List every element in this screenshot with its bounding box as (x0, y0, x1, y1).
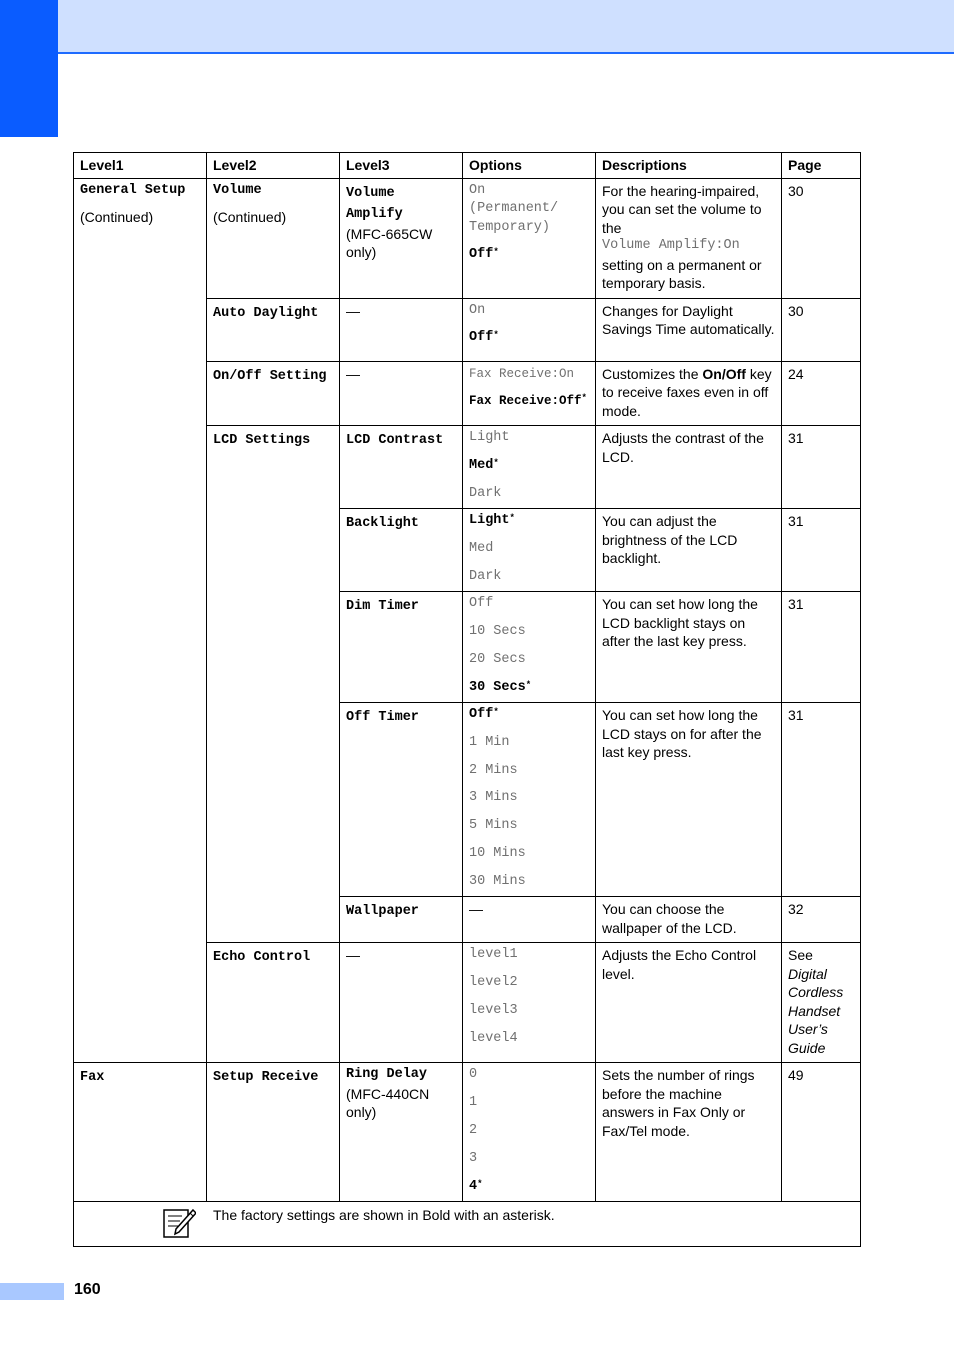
note-row (74, 1202, 861, 1247)
chapter-tab (0, 0, 58, 137)
page-cell: 24 (782, 361, 861, 426)
option-item: 3 (469, 1150, 478, 1166)
level3-cell: — (340, 298, 463, 361)
option-item-default (469, 679, 589, 698)
level3-label: Ring Delay (346, 1067, 428, 1083)
description-mono: Volume Amplify:On (602, 238, 740, 253)
option-label: 4 (469, 1178, 478, 1194)
options-cell (463, 509, 596, 592)
default-marker: * (493, 707, 499, 718)
description-cell: Sets the number of rings before the machine answers in Fax Only or Fax/Tel mode. (596, 1063, 782, 1202)
table-row (74, 178, 861, 298)
col-header: Options (463, 153, 596, 179)
page-cell: 32 (782, 897, 861, 943)
level3-cell (340, 1063, 463, 1202)
options-cell (463, 703, 596, 897)
level3-cell (340, 426, 463, 509)
description-cell: You can set how long the LCD backlight stays on after the last key press. (596, 592, 782, 703)
option-item: 30 Mins (469, 873, 526, 889)
default-marker: * (493, 247, 499, 257)
option-item: level4 (469, 1030, 518, 1046)
pencil-note-icon (162, 1207, 196, 1239)
level1-cell (74, 1063, 207, 1202)
page-ref-see: See (788, 947, 813, 964)
option-label: Fax Receive:Off (469, 394, 582, 409)
page-cell: 31 (782, 703, 861, 897)
option-item: On (469, 302, 486, 318)
level3-note: (MFC-665CW only) (346, 225, 433, 260)
table-header-row (74, 153, 861, 179)
page-cell: 31 (782, 592, 861, 703)
option-item-default (469, 329, 589, 348)
col-header: Level1 (74, 153, 207, 179)
level2-label: Echo Control (213, 950, 311, 966)
level3-cell (340, 592, 463, 703)
default-marker: * (493, 330, 499, 341)
description-bold: On/Off (702, 365, 746, 382)
page-ref-guide: Digital Cordless Handset User’s Guide (788, 965, 844, 1056)
option-item: Dark (469, 485, 502, 501)
level2-label: Setup Receive (213, 1070, 319, 1086)
col-header: Descriptions (596, 153, 782, 179)
option-item: 10 Mins (469, 846, 526, 862)
option-item: 0 (469, 1067, 478, 1083)
page-cell: 30 (782, 298, 861, 361)
level2-label: LCD Settings (213, 433, 311, 448)
level3-label: Off Timer (346, 710, 419, 726)
option-item: 1 Min (469, 734, 510, 750)
level3-label: Dim Timer (346, 599, 419, 615)
level3-label: Volume Amplify (346, 185, 403, 222)
option-item: 5 Mins (469, 818, 518, 834)
option-item: Fax Receive:On (469, 366, 575, 381)
option-label: Off (469, 330, 494, 346)
option-item-default (469, 1178, 589, 1197)
level2-cell (207, 178, 340, 298)
description-cell: Adjusts the Echo Control level. (596, 943, 782, 1063)
option-item: level3 (469, 1002, 518, 1018)
option-item-default (469, 512, 589, 531)
description-cell (596, 361, 782, 426)
level3-cell (340, 897, 463, 943)
option-item: Off (469, 596, 494, 612)
default-marker: * (477, 1178, 483, 1189)
default-marker: * (581, 393, 587, 404)
options-cell: — (463, 897, 596, 943)
description-cell: You can adjust the brightness of the LCD backlight. (596, 509, 782, 592)
option-item: Light (469, 430, 510, 445)
option-item: Med (469, 540, 494, 556)
options-cell (463, 178, 596, 298)
page-cell: 31 (782, 426, 861, 509)
page-cell: 49 (782, 1063, 861, 1202)
option-item: 2 (469, 1122, 478, 1138)
page-number-bar (0, 1283, 64, 1300)
option-item: 3 Mins (469, 790, 518, 806)
note-cell (74, 1202, 861, 1247)
option-item: level1 (469, 947, 518, 963)
default-marker: * (493, 457, 499, 468)
option-item: On (469, 182, 486, 198)
default-marker: * (509, 513, 515, 524)
option-item: level2 (469, 975, 518, 991)
page-cell (782, 943, 861, 1063)
option-item: 2 Mins (469, 762, 518, 778)
col-header: Level3 (340, 153, 463, 179)
option-label: Light (469, 513, 510, 529)
level3-note: (MFC-440CN only) (346, 1085, 430, 1121)
options-cell (463, 1063, 596, 1202)
level2-label: Volume (213, 182, 262, 198)
option-item: 20 Secs (469, 651, 526, 667)
default-marker: * (525, 679, 532, 690)
option-item-default (469, 392, 593, 411)
level2-cell (207, 426, 340, 943)
option-label: Off (469, 707, 494, 723)
option-label: 30 Secs (469, 679, 526, 695)
level2-label: On/Off Setting (213, 368, 327, 384)
level3-cell (340, 509, 463, 592)
description-cell: Changes for Daylight Savings Time automatically. (596, 298, 782, 361)
description-cell: Adjusts the contrast of the LCD. (596, 426, 782, 509)
level2-cell (207, 298, 340, 361)
level3-label: Backlight (346, 516, 419, 532)
options-cell (463, 592, 596, 703)
level2-label: Auto Daylight (213, 305, 319, 321)
page-cell: 31 (782, 509, 861, 592)
option-item-default (469, 246, 589, 265)
level3-cell (340, 178, 463, 298)
col-header: Level2 (207, 153, 340, 179)
level3-label: Wallpaper (346, 904, 419, 920)
option-item: 1 (469, 1095, 478, 1111)
description-text: For the hearing-impaired, you can set the volume to the (602, 182, 762, 236)
option-item: Dark (469, 568, 502, 584)
options-cell (463, 426, 596, 509)
settings-table (73, 152, 861, 1247)
level1-label: Fax (80, 1070, 105, 1086)
page-cell: 30 (782, 178, 861, 298)
level2-cell (207, 943, 340, 1063)
options-cell (463, 361, 596, 426)
options-cell (463, 298, 596, 361)
option-item-default (469, 706, 589, 725)
description-cell: You can set how long the LCD stays on for after the last key press. (596, 703, 782, 897)
options-cell (463, 943, 596, 1063)
level1-label: General Setup (80, 182, 186, 198)
header-band (0, 0, 954, 54)
option-item: 10 Secs (469, 623, 526, 639)
level1-cell (74, 178, 207, 1063)
option-item-default (469, 457, 589, 476)
option-item: (Permanent/ Temporary) (469, 201, 559, 235)
option-label: Off (469, 247, 494, 262)
description-cell: You can choose the wallpaper of the LCD. (596, 897, 782, 943)
table-row (74, 1063, 861, 1202)
level3-cell (340, 703, 463, 897)
level3-cell: — (340, 943, 463, 1063)
description-text: setting on a permanent or temporary basis. (602, 256, 762, 291)
option-label: Med (469, 457, 494, 473)
level2-note: (Continued) (213, 209, 287, 225)
level2-cell (207, 361, 340, 426)
level1-note: (Continued) (80, 209, 154, 225)
description-text: key to receive faxes even in off mode. (602, 365, 772, 419)
level3-cell: — (340, 361, 463, 426)
page-number: 160 (74, 1281, 101, 1298)
level2-cell (207, 1063, 340, 1202)
description-cell (596, 178, 782, 298)
note-text: The factory settings are shown in Bold with an asterisk. (213, 1207, 555, 1224)
level3-label: LCD Contrast (346, 433, 444, 448)
description-text: Customizes the (602, 365, 699, 382)
col-header: Page (782, 153, 861, 179)
